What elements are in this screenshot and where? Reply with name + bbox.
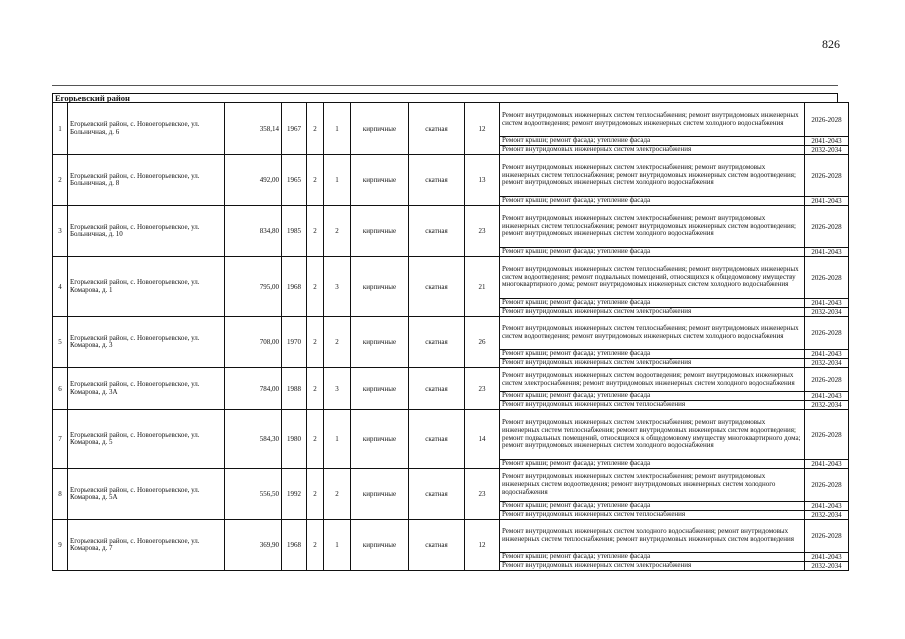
year-cell: 1965 [282,155,307,206]
walls-material-cell: кирпичные [351,155,409,206]
repair-works-cell: Ремонт внутридомовых инженерных систем теплоснабжения [500,401,805,410]
repair-period-cell: 2041-2043 [805,137,849,146]
table-row [53,520,849,553]
walls-material-cell: кирпичные [351,103,409,155]
repair-period-cell: 2041-2043 [805,248,849,257]
repair-works-cell: Ремонт внутридомовых инженерных систем электроснабжения; ремонт внутридомовых инженерных систем теплоснабжения; ремонт внутридомовых инженерных систем водоотведения; ремонт внутридомовых инженерных систем холодного водоснабжения [500,206,805,248]
repair-period-cell: 2041-2043 [805,460,849,469]
repair-works-cell: Ремонт внутридомовых инженерных систем электроснабжения [500,359,805,368]
year-cell: 1970 [282,317,307,368]
roof-type-cell: скатная [409,368,465,410]
address-cell: Егорьевский район, с. Новоегорьевское, ул. Больничная, д. 8 [68,155,225,206]
entrances-cell: 3 [324,257,351,317]
entrances-cell: 1 [324,520,351,571]
repair-works-cell: Ремонт крыши; ремонт фасада; утепление фасада [500,197,805,206]
floors-cell: 2 [307,103,324,155]
entrances-cell: 1 [324,103,351,155]
repair-period-cell: 2041-2043 [805,350,849,359]
walls-material-cell: кирпичные [351,368,409,410]
repair-works-cell: Ремонт внутридомовых инженерных систем холодного водоснабжения; ремонт внутридомовых инженерных систем теплоснабжения; ремонт внутридомовых инженерных систем водоотведения [500,520,805,553]
table-row [53,469,849,502]
year-cell: 1988 [282,368,307,410]
repair-period-cell: 2032-2034 [805,401,849,410]
repair-works-cell: Ремонт внутридомовых инженерных систем электроснабжения [500,308,805,317]
repair-works-cell: Ремонт крыши; ремонт фасада; утепление фасада [500,392,805,401]
repair-period-cell: 2041-2043 [805,502,849,511]
walls-material-cell: кирпичные [351,520,409,571]
roof-type-cell: скатная [409,520,465,571]
repair-period-cell: 2032-2034 [805,359,849,368]
apartments-cell: 12 [465,103,500,155]
row-number: 4 [53,257,68,317]
repair-period-cell: 2032-2034 [805,308,849,317]
address-cell: Егорьевский район, с. Новоегорьевское, ул. Комарова, д. 3 [68,317,225,368]
row-number: 7 [53,410,68,469]
repair-works-cell: Ремонт внутридомовых инженерных систем электроснабжения; ремонт внутридомовых инженерных систем теплоснабжения; ремонт внутридомовых инженерных систем водоотведения; ремонт подвальных помещений, относящихся к общедомовому имуществу многоквартирного дома; ремонт внутридомовых инженерных систем холодного водоснабжения [500,410,805,460]
repair-period-cell: 2026-2028 [805,155,849,197]
area-cell: 834,80 [225,206,282,257]
year-cell: 1968 [282,257,307,317]
repair-works-cell: Ремонт крыши; ремонт фасада; утепление фасада [500,299,805,308]
repair-period-cell: 2032-2034 [805,562,849,571]
floors-cell: 2 [307,155,324,206]
area-cell: 795,00 [225,257,282,317]
roof-type-cell: скатная [409,469,465,520]
entrances-cell: 1 [324,155,351,206]
repair-period-cell: 2026-2028 [805,410,849,460]
repair-period-cell: 2026-2028 [805,103,849,137]
year-cell: 1980 [282,410,307,469]
floors-cell: 2 [307,257,324,317]
entrances-cell: 2 [324,317,351,368]
row-number: 2 [53,155,68,206]
year-cell: 1992 [282,469,307,520]
walls-material-cell: кирпичные [351,257,409,317]
apartments-cell: 14 [465,410,500,469]
entrances-cell: 3 [324,368,351,410]
repair-works-cell: Ремонт внутридомовых инженерных систем теплоснабжения; ремонт внутридомовых инженерных систем водоотведения; ремонт подвальных помещений, относящихся к общедомовому имуществу многоквартирного дома; ремонт внутридомовых инженерных систем холодного водоснабжения [500,257,805,299]
repair-works-cell: Ремонт внутридомовых инженерных систем теплоснабжения; ремонт внутридомовых инженерных систем водоотведения; ремонт внутридомовых инженерных систем холодного водоснабжения [500,103,805,137]
area-cell: 784,00 [225,368,282,410]
apartments-cell: 23 [465,469,500,520]
roof-type-cell: скатная [409,410,465,469]
register-sheet [52,85,842,570]
repair-works-cell: Ремонт крыши; ремонт фасада; утепление фасада [500,350,805,359]
row-number: 8 [53,469,68,520]
roof-type-cell: скатная [409,317,465,368]
repair-works-cell: Ремонт внутридомовых инженерных систем теплоснабжения [500,511,805,520]
floors-cell: 2 [307,410,324,469]
roof-type-cell: скатная [409,155,465,206]
walls-material-cell: кирпичные [351,206,409,257]
repair-schedule-table [52,102,849,571]
row-number: 9 [53,520,68,571]
area-cell: 708,00 [225,317,282,368]
repair-period-cell: 2026-2028 [805,257,849,299]
repair-works-cell: Ремонт крыши; ремонт фасада; утепление фасада [500,137,805,146]
table-row [53,206,849,248]
table-row [53,410,849,460]
repair-works-cell: Ремонт крыши; ремонт фасада; утепление фасада [500,248,805,257]
repair-period-cell: 2041-2043 [805,553,849,562]
year-cell: 1967 [282,103,307,155]
repair-period-cell: 2026-2028 [805,206,849,248]
repair-works-cell: Ремонт крыши; ремонт фасада; утепление фасада [500,502,805,511]
repair-period-cell: 2041-2043 [805,197,849,206]
table-row [53,257,849,299]
repair-works-cell: Ремонт крыши; ремонт фасада; утепление фасада [500,553,805,562]
entrances-cell: 2 [324,469,351,520]
district-heading: Егорьевский район [52,93,838,103]
repair-works-cell: Ремонт внутридомовых инженерных систем электроснабжения [500,146,805,155]
row-number: 1 [53,103,68,155]
address-cell: Егорьевский район, с. Новоегорьевское, ул. Комарова, д. 1 [68,257,225,317]
row-number: 6 [53,368,68,410]
apartments-cell: 21 [465,257,500,317]
page-number: 826 [822,37,840,51]
floors-cell: 2 [307,368,324,410]
apartments-cell: 23 [465,368,500,410]
table-row [53,103,849,137]
floors-cell: 2 [307,469,324,520]
repair-period-cell: 2026-2028 [805,368,849,392]
roof-type-cell: скатная [409,103,465,155]
repair-period-cell: 2041-2043 [805,299,849,308]
repair-period-cell: 2041-2043 [805,392,849,401]
address-cell: Егорьевский район, с. Новоегорьевское, ул. Комарова, д. 5А [68,469,225,520]
roof-type-cell: скатная [409,206,465,257]
row-number: 5 [53,317,68,368]
floors-cell: 2 [307,317,324,368]
repair-works-cell: Ремонт крыши; ремонт фасада; утепление фасада [500,460,805,469]
area-cell: 556,50 [225,469,282,520]
address-cell: Егорьевский район, с. Новоегорьевское, ул. Комарова, д. 7 [68,520,225,571]
apartments-cell: 12 [465,520,500,571]
repair-works-cell: Ремонт внутридомовых инженерных систем теплоснабжения; ремонт внутридомовых инженерных систем водоотведения; ремонт внутридомовых инженерных систем холодного водоснабжения [500,317,805,350]
repair-works-cell: Ремонт внутридомовых инженерных систем электроснабжения; ремонт внутридомовых инженерных систем водоотведения; ремонт внутридомовых инженерных систем холодного водоснабжения [500,469,805,502]
repair-works-cell: Ремонт внутридомовых инженерных систем электроснабжения [500,562,805,571]
apartments-cell: 13 [465,155,500,206]
repair-works-cell: Ремонт внутридомовых инженерных систем водоотведения; ремонт внутридомовых инженерных систем электроснабжения; ремонт внутридомовых инженерных систем холодного водоснабжения [500,368,805,392]
repair-works-cell: Ремонт внутридомовых инженерных систем электроснабжения; ремонт внутридомовых инженерных систем теплоснабжения; ремонт внутридомовых инженерных систем водоотведения; ремонт внутридомовых инженерных систем холодного водоснабжения [500,155,805,197]
year-cell: 1968 [282,520,307,571]
walls-material-cell: кирпичные [351,469,409,520]
area-cell: 492,00 [225,155,282,206]
area-cell: 369,90 [225,520,282,571]
walls-material-cell: кирпичные [351,317,409,368]
address-cell: Егорьевский район, с. Новоегорьевское, ул. Комарова, д. 5 [68,410,225,469]
table-row [53,155,849,197]
row-number: 3 [53,206,68,257]
address-cell: Егорьевский район, с. Новоегорьевское, ул. Комарова, д. 3А [68,368,225,410]
year-cell: 1985 [282,206,307,257]
roof-type-cell: скатная [409,257,465,317]
area-cell: 584,30 [225,410,282,469]
repair-period-cell: 2032-2034 [805,146,849,155]
floors-cell: 2 [307,520,324,571]
floors-cell: 2 [307,206,324,257]
address-cell: Егорьевский район, с. Новоегорьевское, ул. Больничная, д. 10 [68,206,225,257]
entrances-cell: 2 [324,206,351,257]
header-rule [52,85,838,86]
table-row [53,317,849,350]
address-cell: Егорьевский район, с. Новоегорьевское, ул. Больничная, д. 6 [68,103,225,155]
entrances-cell: 1 [324,410,351,469]
apartments-cell: 26 [465,317,500,368]
repair-period-cell: 2026-2028 [805,520,849,553]
area-cell: 358,14 [225,103,282,155]
repair-period-cell: 2026-2028 [805,317,849,350]
walls-material-cell: кирпичные [351,410,409,469]
table-row [53,368,849,392]
repair-period-cell: 2026-2028 [805,469,849,502]
apartments-cell: 23 [465,206,500,257]
repair-period-cell: 2032-2034 [805,511,849,520]
